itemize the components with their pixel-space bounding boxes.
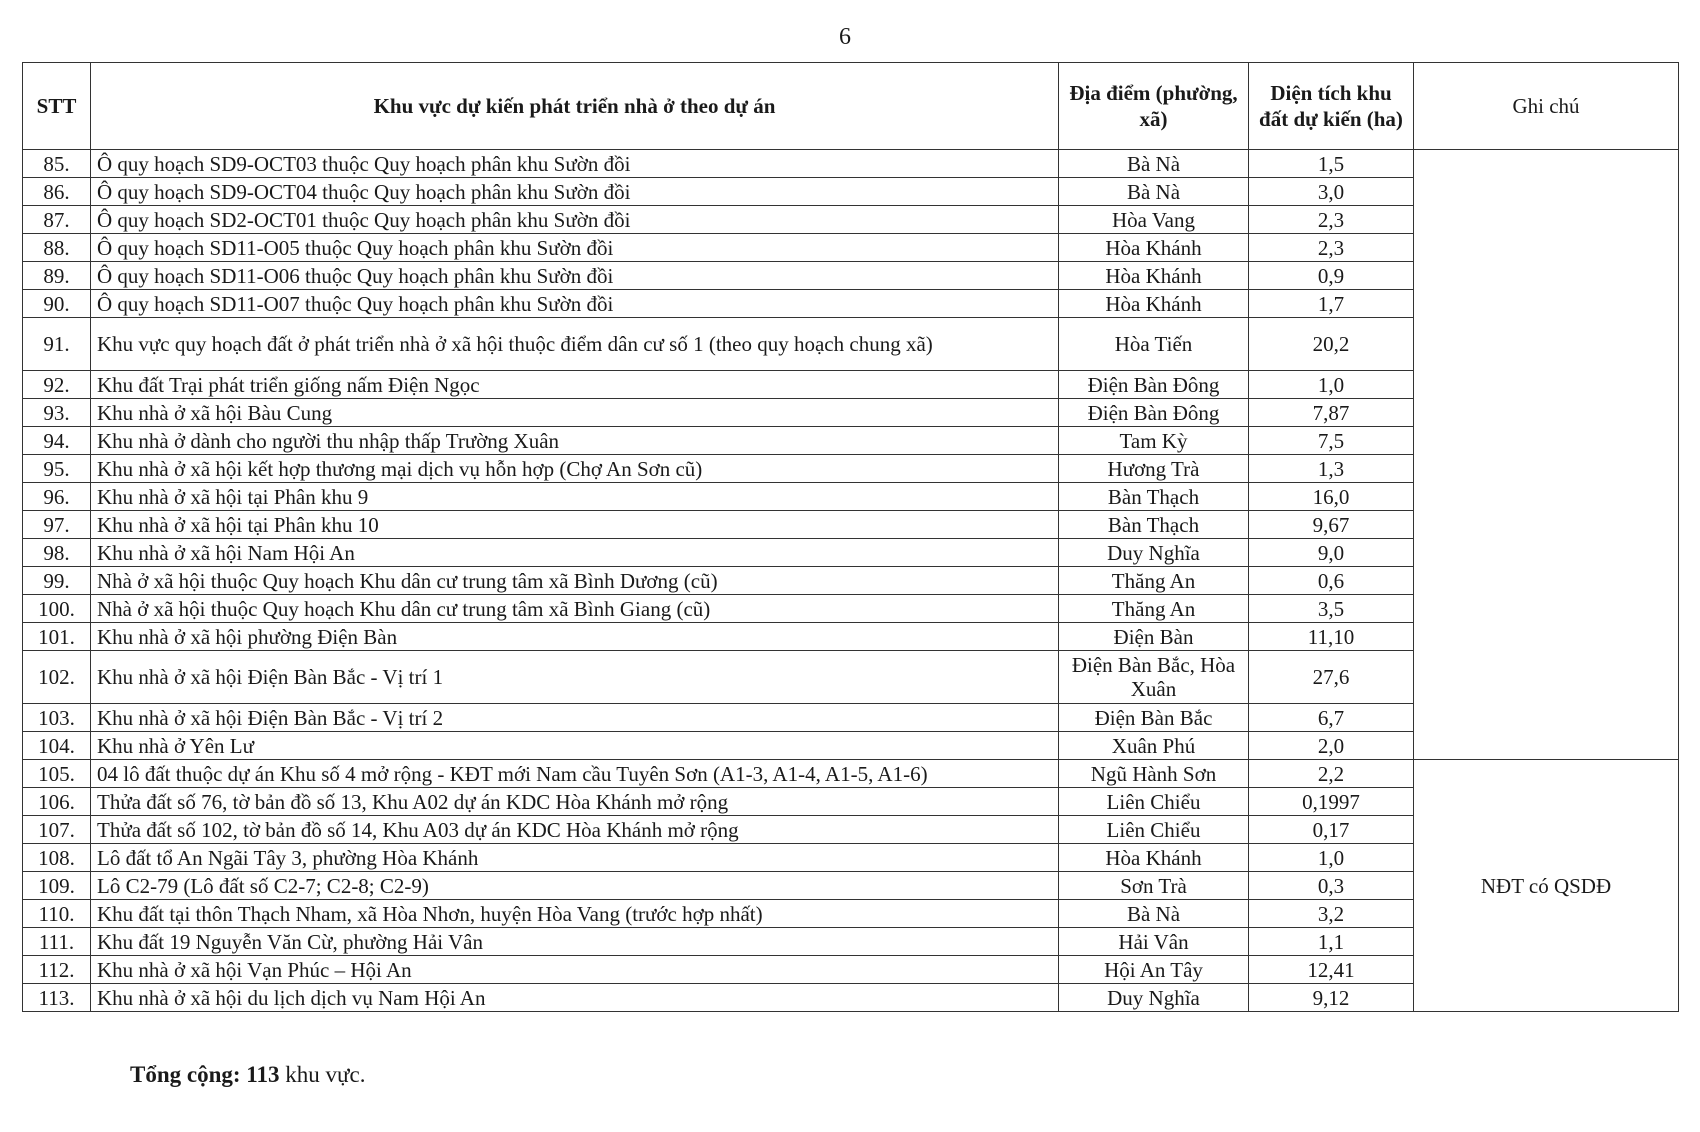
size-cell: 16,0 [1249, 483, 1414, 511]
location-cell: Điện Bàn Đông [1059, 399, 1249, 427]
stt-cell: 86. [23, 178, 91, 206]
location-cell: Hòa Khánh [1059, 262, 1249, 290]
total-unit: khu vực. [285, 1062, 366, 1087]
stt-cell: 111. [23, 928, 91, 956]
size-cell: 0,6 [1249, 567, 1414, 595]
location-cell: Điện Bàn Bắc, Hòa Xuân [1059, 651, 1249, 704]
stt-cell: 94. [23, 427, 91, 455]
stt-cell: 104. [23, 732, 91, 760]
area-cell: Thửa đất số 102, tờ bản đồ số 14, Khu A03 dự án KDC Hòa Khánh mở rộng [91, 816, 1059, 844]
stt-cell: 113. [23, 984, 91, 1012]
size-cell: 2,0 [1249, 732, 1414, 760]
stt-cell: 85. [23, 150, 91, 178]
location-cell: Duy Nghĩa [1059, 984, 1249, 1012]
stt-cell: 109. [23, 872, 91, 900]
stt-cell: 112. [23, 956, 91, 984]
location-cell: Điện Bàn [1059, 623, 1249, 651]
area-cell: Khu nhà ở Yên Lư [91, 732, 1059, 760]
location-cell: Hương Trà [1059, 455, 1249, 483]
stt-cell: 99. [23, 567, 91, 595]
location-cell: Sơn Trà [1059, 872, 1249, 900]
stt-cell: 92. [23, 371, 91, 399]
stt-cell: 108. [23, 844, 91, 872]
size-cell: 1,0 [1249, 844, 1414, 872]
size-cell: 3,0 [1249, 178, 1414, 206]
size-cell: 0,1997 [1249, 788, 1414, 816]
area-cell: Khu nhà ở dành cho người thu nhập thấp Trường Xuân [91, 427, 1059, 455]
size-cell: 12,41 [1249, 956, 1414, 984]
stt-cell: 101. [23, 623, 91, 651]
size-cell: 7,5 [1249, 427, 1414, 455]
location-cell: Hòa Tiến [1059, 318, 1249, 371]
area-cell: Khu nhà ở xã hội tại Phân khu 9 [91, 483, 1059, 511]
size-cell: 9,0 [1249, 539, 1414, 567]
page-number: 6 [839, 24, 851, 50]
stt-cell: 106. [23, 788, 91, 816]
size-cell: 2,3 [1249, 206, 1414, 234]
location-cell: Xuân Phú [1059, 732, 1249, 760]
location-cell: Bà Nà [1059, 150, 1249, 178]
location-cell: Bàn Thạch [1059, 511, 1249, 539]
size-cell: 7,87 [1249, 399, 1414, 427]
area-cell: Ô quy hoạch SD9-OCT04 thuộc Quy hoạch phân khu Sườn đồi [91, 178, 1059, 206]
area-cell: Ô quy hoạch SD11-O06 thuộc Quy hoạch phân khu Sườn đồi [91, 262, 1059, 290]
size-cell: 0,17 [1249, 816, 1414, 844]
location-cell: Hòa Khánh [1059, 290, 1249, 318]
location-cell: Bà Nà [1059, 178, 1249, 206]
stt-cell: 110. [23, 900, 91, 928]
header-note: Ghi chú [1414, 63, 1679, 150]
stt-cell: 90. [23, 290, 91, 318]
size-cell: 2,2 [1249, 760, 1414, 788]
area-cell: Khu nhà ở xã hội Điện Bàn Bắc - Vị trí 2 [91, 704, 1059, 732]
area-cell: Lô C2-79 (Lô đất số C2-7; C2-8; C2-9) [91, 872, 1059, 900]
table-row [23, 760, 1679, 788]
area-cell: Khu đất tại thôn Thạch Nham, xã Hòa Nhơn, huyện Hòa Vang (trước hợp nhất) [91, 900, 1059, 928]
stt-cell: 95. [23, 455, 91, 483]
header-area: Khu vực dự kiến phát triển nhà ở theo dự án [91, 63, 1059, 150]
area-cell: Ô quy hoạch SD9-OCT03 thuộc Quy hoạch phân khu Sườn đồi [91, 150, 1059, 178]
area-cell: Khu nhà ở xã hội Điện Bàn Bắc - Vị trí 1 [91, 651, 1059, 704]
area-cell: Khu nhà ở xã hội Bàu Cung [91, 399, 1059, 427]
size-cell: 1,0 [1249, 371, 1414, 399]
size-cell: 11,10 [1249, 623, 1414, 651]
area-cell: Khu nhà ở xã hội tại Phân khu 10 [91, 511, 1059, 539]
stt-cell: 88. [23, 234, 91, 262]
area-cell: Khu đất 19 Nguyễn Văn Cừ, phường Hải Vân [91, 928, 1059, 956]
location-cell: Hải Vân [1059, 928, 1249, 956]
location-cell: Bà Nà [1059, 900, 1249, 928]
location-cell: Hòa Vang [1059, 206, 1249, 234]
size-cell: 1,1 [1249, 928, 1414, 956]
location-cell: Liên Chiểu [1059, 816, 1249, 844]
size-cell: 6,7 [1249, 704, 1414, 732]
size-cell: 0,3 [1249, 872, 1414, 900]
area-cell: 04 lô đất thuộc dự án Khu số 4 mở rộng - KĐT mới Nam cầu Tuyên Sơn (A1-3, A1-4, A1-5, A1-6) [91, 760, 1059, 788]
size-cell: 3,5 [1249, 595, 1414, 623]
location-cell: Hòa Khánh [1059, 844, 1249, 872]
project-table [22, 62, 1679, 1012]
size-cell: 1,7 [1249, 290, 1414, 318]
location-cell: Hội An Tây [1059, 956, 1249, 984]
total-label: Tổng cộng: [130, 1062, 241, 1087]
location-cell: Điện Bàn Bắc [1059, 704, 1249, 732]
size-cell: 20,2 [1249, 318, 1414, 371]
note-cell-empty [1414, 150, 1679, 760]
stt-cell: 102. [23, 651, 91, 704]
size-cell: 27,6 [1249, 651, 1414, 704]
stt-cell: 100. [23, 595, 91, 623]
area-cell: Khu nhà ở xã hội phường Điện Bàn [91, 623, 1059, 651]
stt-cell: 89. [23, 262, 91, 290]
area-cell: Thửa đất số 76, tờ bản đồ số 13, Khu A02 dự án KDC Hòa Khánh mở rộng [91, 788, 1059, 816]
location-cell: Điện Bàn Đông [1059, 371, 1249, 399]
stt-cell: 98. [23, 539, 91, 567]
location-cell: Thăng An [1059, 595, 1249, 623]
stt-cell: 105. [23, 760, 91, 788]
size-cell: 3,2 [1249, 900, 1414, 928]
header-location: Địa điểm (phường, xã) [1059, 63, 1249, 150]
stt-cell: 91. [23, 318, 91, 371]
area-cell: Khu vực quy hoạch đất ở phát triển nhà ở xã hội thuộc điểm dân cư số 1 (theo quy hoạch chung xã) [91, 318, 1059, 371]
stt-cell: 107. [23, 816, 91, 844]
location-cell: Liên Chiểu [1059, 788, 1249, 816]
area-cell: Ô quy hoạch SD11-O07 thuộc Quy hoạch phân khu Sườn đồi [91, 290, 1059, 318]
table-header-row [23, 63, 1679, 150]
stt-cell: 103. [23, 704, 91, 732]
location-cell: Thăng An [1059, 567, 1249, 595]
table-row [23, 150, 1679, 178]
area-cell: Ô quy hoạch SD11-O05 thuộc Quy hoạch phân khu Sườn đồi [91, 234, 1059, 262]
total-line [130, 1062, 365, 1088]
stt-cell: 97. [23, 511, 91, 539]
area-cell: Khu nhà ở xã hội Vạn Phúc – Hội An [91, 956, 1059, 984]
location-cell: Ngũ Hành Sơn [1059, 760, 1249, 788]
location-cell: Tam Kỳ [1059, 427, 1249, 455]
location-cell: Bàn Thạch [1059, 483, 1249, 511]
size-cell: 0,9 [1249, 262, 1414, 290]
header-size: Diện tích khu đất dự kiến (ha) [1249, 63, 1414, 150]
note-cell-group: NĐT có QSDĐ [1414, 760, 1679, 1012]
stt-cell: 96. [23, 483, 91, 511]
location-cell: Duy Nghĩa [1059, 539, 1249, 567]
location-cell: Hòa Khánh [1059, 234, 1249, 262]
area-cell: Ô quy hoạch SD2-OCT01 thuộc Quy hoạch phân khu Sườn đồi [91, 206, 1059, 234]
size-cell: 2,3 [1249, 234, 1414, 262]
stt-cell: 87. [23, 206, 91, 234]
area-cell: Khu nhà ở xã hội Nam Hội An [91, 539, 1059, 567]
size-cell: 9,12 [1249, 984, 1414, 1012]
size-cell: 1,3 [1249, 455, 1414, 483]
area-cell: Lô đất tổ An Ngãi Tây 3, phường Hòa Khánh [91, 844, 1059, 872]
size-cell: 1,5 [1249, 150, 1414, 178]
area-cell: Khu đất Trại phát triển giống nấm Điện Ngọc [91, 371, 1059, 399]
area-cell: Nhà ở xã hội thuộc Quy hoạch Khu dân cư trung tâm xã Bình Giang (cũ) [91, 595, 1059, 623]
area-cell: Nhà ở xã hội thuộc Quy hoạch Khu dân cư trung tâm xã Bình Dương (cũ) [91, 567, 1059, 595]
stt-cell: 93. [23, 399, 91, 427]
area-cell: Khu nhà ở xã hội kết hợp thương mại dịch vụ hỗn hợp (Chợ An Sơn cũ) [91, 455, 1059, 483]
header-stt: STT [23, 63, 91, 150]
area-cell: Khu nhà ở xã hội du lịch dịch vụ Nam Hội An [91, 984, 1059, 1012]
total-count: 113 [246, 1062, 280, 1087]
size-cell: 9,67 [1249, 511, 1414, 539]
